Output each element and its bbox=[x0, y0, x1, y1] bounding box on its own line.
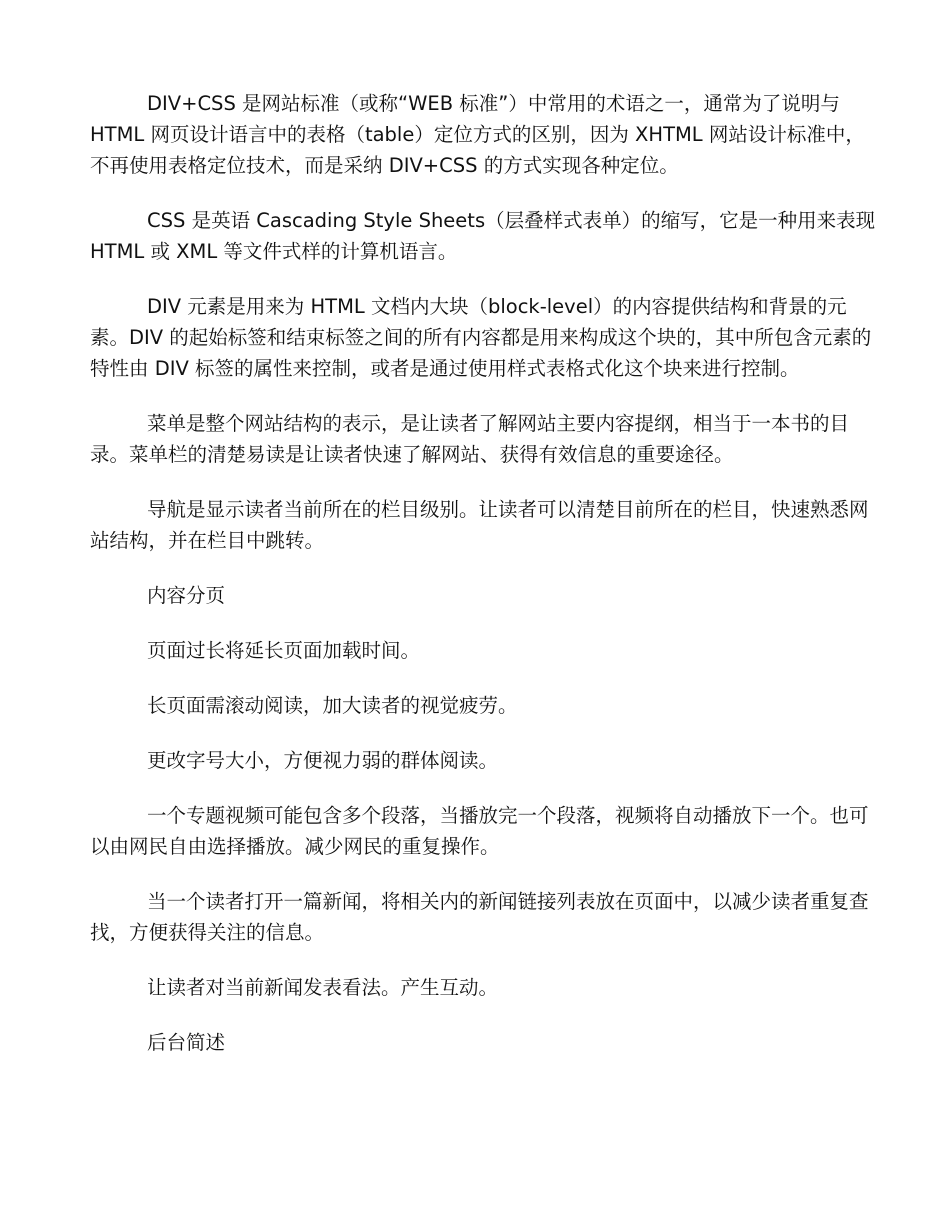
paragraph-video: 一个专题视频可能包含多个段落，当播放完一个段落，视频将自动播放下一个。也可以由网民自由选择播放。减少网民的重复操作。 bbox=[90, 804, 869, 858]
paragraph-div-css: DIV+CSS 是网站标准（或称“WEB 标准”）中常用的术语之一，通常为了说明与 HTML 网页设计语言中的表格（table）定位方式的区别，因为 XHTML 网站设计标准中，不再使用表格定位技术，而是采纳 DIV+CSS 的方式实现各种定位。 bbox=[90, 92, 865, 177]
document-body bbox=[90, 88, 880, 1082]
heading-backend-overview: 后台简述 bbox=[147, 1031, 226, 1054]
paragraph-related-news: 当一个读者打开一篇新闻，将相关内的新闻链接列表放在页面中，以减少读者重复查找，方便获得关注的信息。 bbox=[90, 890, 869, 944]
paragraph-navigation: 导航是显示读者当前所在的栏目级别。让读者可以清楚目前所在的栏目，快速熟悉网站结构，并在栏目中跳转。 bbox=[90, 498, 869, 552]
heading-content-pagination: 内容分页 bbox=[147, 584, 226, 607]
paragraph-font-size: 更改字号大小，方便视力弱的群体阅读。 bbox=[147, 749, 499, 772]
paragraph-div-element: DIV 元素是用来为 HTML 文档内大块（block-level）的内容提供结构和背景的元素。DIV 的起始标签和结束标签之间的所有内容都是用来构成这个块的，其中所包含元素的特性由 DIV 标签的属性来控制，或者是通过使用样式表格式化这个块来进行控制。 bbox=[90, 295, 872, 380]
paragraph-long-page-scroll: 长页面需滚动阅读，加大读者的视觉疲劳。 bbox=[147, 694, 518, 717]
paragraph-menu: 菜单是整个网站结构的表示，是让读者了解网站主要内容提纲，相当于一本书的目录。菜单栏的清楚易读是让读者快速了解网站、获得有效信息的重要途径。 bbox=[90, 412, 850, 466]
paragraph-comments: 让读者对当前新闻发表看法。产生互动。 bbox=[147, 976, 499, 999]
paragraph-css-definition: CSS 是英语 Cascading Style Sheets（层叠样式表单）的缩写，它是一种用来表现 HTML 或 XML 等文件式样的计算机语言。 bbox=[90, 209, 876, 263]
paragraph-page-too-long: 页面过长将延长页面加载时间。 bbox=[147, 639, 421, 662]
